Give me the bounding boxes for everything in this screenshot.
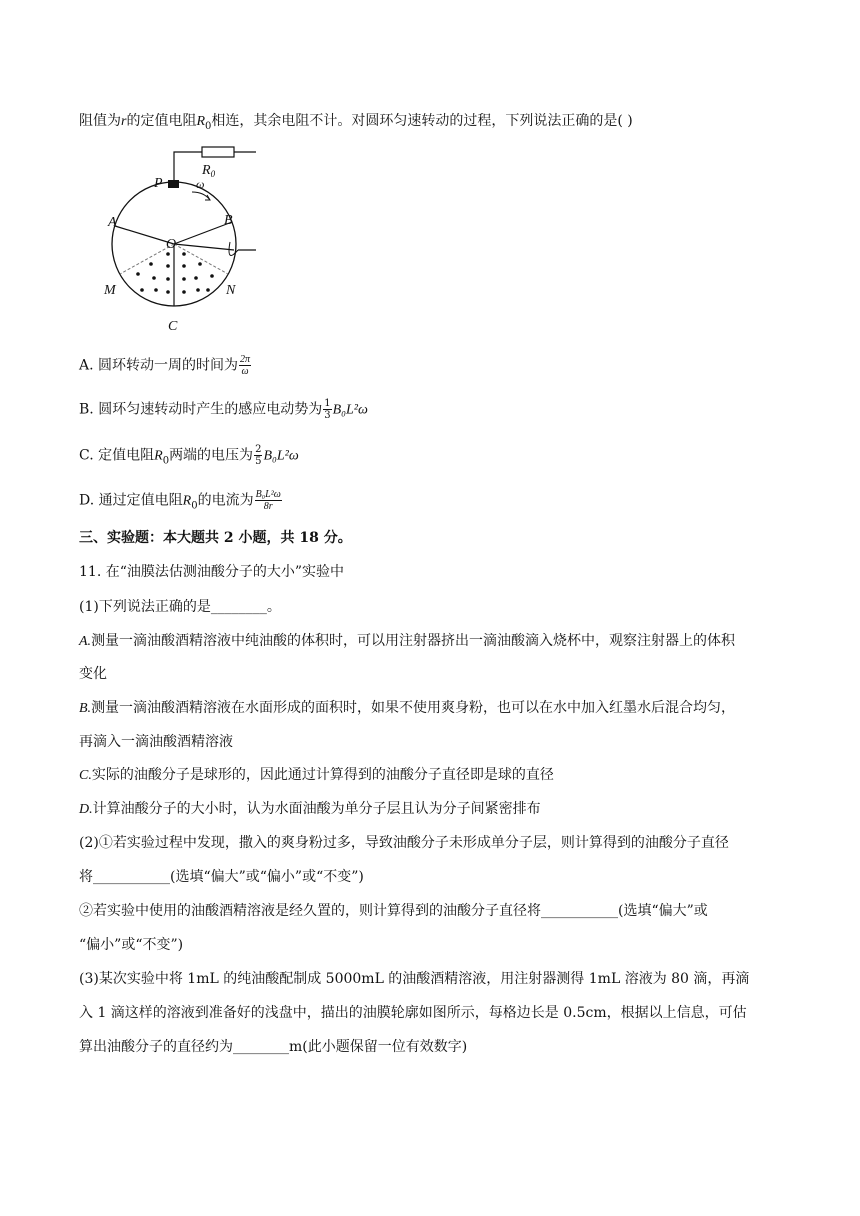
q11-choice-d: D.计算油酸分子的大小时，认为水面油酸为单分子层且认为分子间紧密排布 — [79, 801, 541, 817]
question-stem — [79, 111, 633, 137]
option-d: D. 通过定值电阻$R_0$的电流为 $\frac{\text{B₀L²ω}}{8r}$ — [79, 489, 281, 512]
option-a-fraction: $\frac{2\pi}{\omega}$ — [240, 354, 251, 377]
q11-title: 11. 在“油膜法估测油酸分子的大小”实验中 — [79, 564, 345, 580]
circuit-figure — [96, 142, 256, 342]
option-d-text: D. 通过定值电阻 — [79, 492, 183, 509]
q11-choice-a: A.测量一滴油酸酒精溶液中纯油酸的体积时，可以用注射器挤出一滴油酸滴入烧杯中，观察注射器上的体积 — [79, 633, 736, 649]
option-c-text: C. 定值电阻 — [79, 447, 155, 464]
q11-part2c: ②若实验中使用的油酸酒精溶液是经久置的，则计算得到的油酸分子直径将___________(选填“偏大”或 — [79, 903, 708, 919]
q11-choice-b: B.测量一滴油酸酒精溶液在水面形成的面积时，如果不使用爽身粉，也可以在水中加入红墨水后混合均匀， — [79, 700, 736, 716]
field-dots — [136, 252, 214, 294]
option-c: C. 定值电阻$R_0$两端的电压为 $\frac{2}{5}$ B₀L²ω — [79, 444, 299, 467]
option-b — [79, 398, 368, 421]
option-b-expr: B₀L²ω — [332, 402, 368, 418]
r0-subscript: 0 — [205, 120, 212, 132]
label-b: B — [224, 213, 233, 228]
q11-part3a: (3)某次实验中将 1mL 的纯油酸配制成 5000mL 的油酸酒精溶液，用注射器测得 1mL 溶液为 80 滴，再滴 — [79, 971, 750, 987]
resistor-r0 — [202, 147, 234, 157]
stem-part3: 相连，其余电阻不计。对圆环匀速转动的过程，下列说法正确的是( ) — [211, 113, 633, 129]
option-c-expr: B₀L²ω — [263, 448, 299, 464]
option-c-fraction: $\frac{2}{5}$ — [255, 444, 262, 467]
q11-part3c: 算出油酸分子的直径约为________m(此小题保留一位有效数字) — [79, 1039, 468, 1055]
option-d-fraction: $\frac{\text{B₀L²ω}}{8r}$ — [255, 489, 281, 512]
q11-part2b: 将___________(选填“偏大”或“偏小”或“不变”) — [79, 869, 364, 885]
label-c: C — [168, 319, 178, 334]
label-m: M — [104, 283, 116, 298]
q11-choice-c: C.实际的油酸分子是球形的，因此通过计算得到的油酸分子直径即是球的直径 — [79, 767, 554, 783]
var-r: r — [121, 114, 127, 129]
q11-part3b: 入 1 滴这样的溶液到准备好的浅盘中，描出的油膜轮廓如图所示，每格边长是 0.5cm，根据以上信息，可估 — [79, 1005, 747, 1021]
r0-symbol: R — [196, 114, 206, 129]
wire-right — [238, 152, 256, 250]
label-a: A — [108, 215, 117, 230]
q11-part1: (1)下列说法正确的是________。 — [79, 599, 281, 615]
label-r0: $R_0$ — [202, 163, 216, 179]
label-p: P — [154, 176, 163, 191]
option-b-fraction: $\frac{1}{3}$ — [324, 398, 331, 421]
q11-choice-b-cont: 再滴入一滴油酸酒精溶液 — [79, 734, 233, 750]
brush-p — [168, 180, 179, 188]
label-o: O — [166, 237, 177, 252]
label-n: N — [226, 283, 236, 298]
q11-choice-a-cont: 变化 — [79, 666, 107, 682]
stem-part2: 的定值电阻 — [126, 113, 197, 129]
option-b-text: B. 圆环匀速转动时产生的感应电动势为 — [79, 401, 323, 418]
option-a-text: A. 圆环转动一周的时间为 — [79, 357, 239, 374]
q11-part2a: (2)①若实验过程中发现，撒入的爽身粉过多，导致油酸分子未形成单分子层，则计算得到的油酸分子直径 — [79, 835, 729, 851]
q11-part2d: “偏小”或“不变”) — [79, 937, 184, 953]
label-omega: ω — [196, 177, 205, 191]
stem-part1: 阻值为 — [79, 113, 121, 129]
section-heading: 三、实验题：本大题共 2 小题，共 18 分。 — [79, 530, 352, 546]
option-a — [79, 354, 252, 377]
